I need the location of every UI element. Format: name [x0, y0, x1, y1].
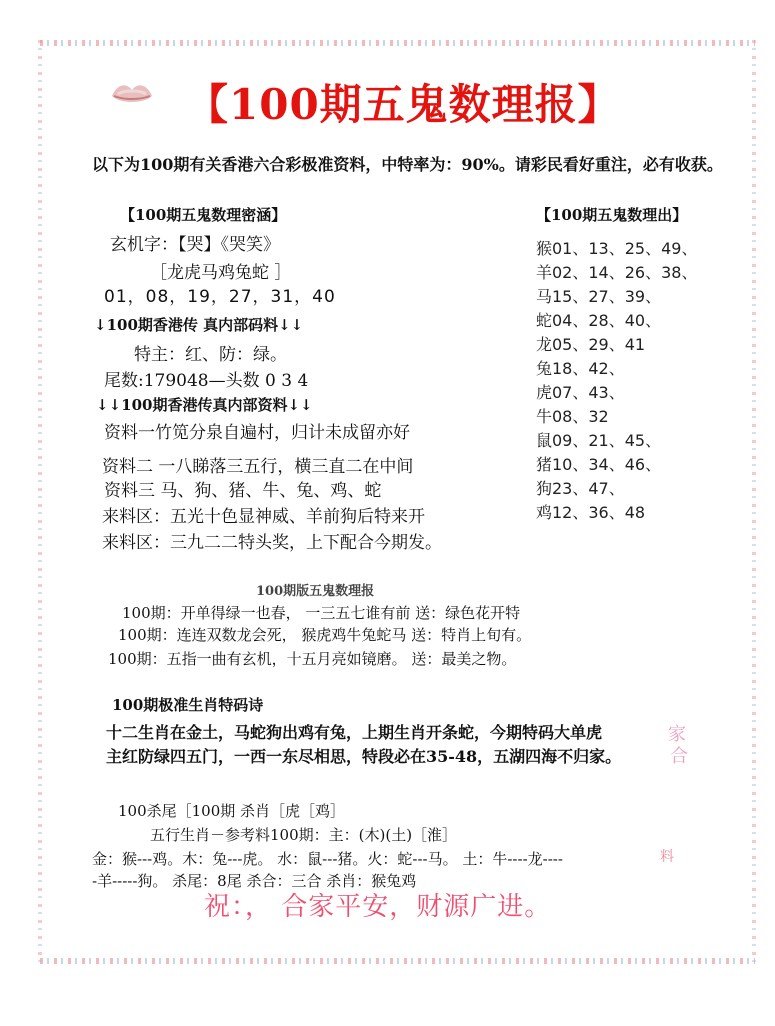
zodiac-row: 兔18、42、: [536, 359, 625, 378]
section2-heading: ↓↓100期香港传真内部资料↓↓: [96, 396, 313, 414]
right-heading: 【100期五鬼数理出】: [536, 206, 688, 224]
mid-line: 100期：连连双数龙会死， 猴虎鸡牛兔蛇马 送：特肖上旬有。: [118, 626, 532, 644]
mid-heading: 100期版五鬼数理报: [256, 584, 375, 599]
poem-line: 十二生肖在金土，马蛇狗出鸡有兔，上期生肖开条蛇，今期特码大单虎: [106, 723, 603, 742]
poem-heading: 100期极准生肖特码诗: [112, 696, 264, 714]
stamp-mark: 合: [670, 746, 688, 767]
zodiac-row: 蛇04、28、40、: [536, 311, 662, 330]
elements-line: 金：猴---鸡。木：兔---虎。 水：鼠---猪。火：蛇---马。 土：牛----龙----: [92, 850, 563, 868]
mid-line: 100期：五指一曲有玄机，十五月亮如镜磨。 送：最美之物。: [108, 650, 517, 668]
data2-line: 资料二 一八睇落三五行，横三直二在中间: [102, 457, 414, 477]
zodiac-row: 龙05、29、41: [536, 335, 646, 354]
zodiac-row: 牛08、32: [536, 407, 609, 426]
source2-line: 来料区：三九二二特头奖，上下配合今期发。: [102, 533, 442, 553]
poem-line: 主红防绿四五门，一西一东尽相思，特段必在35-48，五湖四海不归家。: [106, 747, 622, 766]
zodiac-row: 虎07、43、: [536, 383, 625, 402]
zodiac-row: 鸡12、36、48: [536, 503, 646, 522]
numbers-line: 01，08，19，27，31，40: [104, 287, 336, 307]
animals-line: ［龙虎马鸡兔蛇 ］: [150, 263, 292, 283]
riddle-line: 玄机字：【哭】《哭笑》: [110, 235, 280, 255]
page-title: 【100期五鬼数理报】: [186, 80, 621, 129]
tail-line: 尾数:179048—头数 0 3 4: [104, 371, 309, 391]
blessing-text: 祝：， 合家平安，财源广进。: [204, 892, 552, 922]
lips-logo-icon: [108, 76, 156, 116]
stamp-mark: 料: [660, 849, 674, 865]
data1-line: 资料一竹笕分泉自遍村，归计未成留亦好: [104, 423, 410, 443]
zodiac-row: 马15、27、39、: [536, 287, 662, 306]
zodiac-row: 羊02、14、26、38、: [536, 263, 698, 282]
section1-heading: ↓100期香港传 真内部码料↓↓: [94, 316, 304, 334]
wuxing-line: 五行生肖－参考料100期：主：(木)(土)［淮］: [150, 826, 458, 844]
data3-line: 资料三 马、狗、猪、牛、兔、鸡、蛇: [104, 481, 382, 501]
decorative-border-top: [40, 40, 755, 46]
intro-text: 以下为100期有关香港六合彩极准资料，中特率为：90%。请彩民看好重注，必有收获。: [92, 155, 723, 174]
special-line: 特主：红、防：绿。: [134, 345, 287, 365]
decorative-border-left: [38, 40, 42, 965]
left-heading: 【100期五鬼数理密涵】: [120, 206, 287, 224]
mid-line: 100期：开单得绿一也春， 一三五七谁有前 送：绿色花开特: [122, 604, 521, 622]
kill-line: 100杀尾［100期 杀肖［虎［鸡］: [118, 802, 346, 820]
stamp-mark: 家: [668, 724, 686, 745]
zodiac-row: 鼠09、21、45、: [536, 431, 662, 450]
zodiac-row: 猴01、13、25、49、: [536, 239, 698, 258]
elements-line: -羊-----狗。 杀尾：8尾 杀合：三合 杀肖：猴兔鸡: [92, 872, 417, 890]
zodiac-row: 狗23、47、: [536, 479, 625, 498]
source1-line: 来料区：五光十色显神威、羊前狗后特来开: [102, 507, 425, 527]
decorative-border-right: [752, 40, 756, 965]
zodiac-row: 猪10、34、46、: [536, 455, 662, 474]
decorative-border-bottom: [40, 958, 755, 964]
